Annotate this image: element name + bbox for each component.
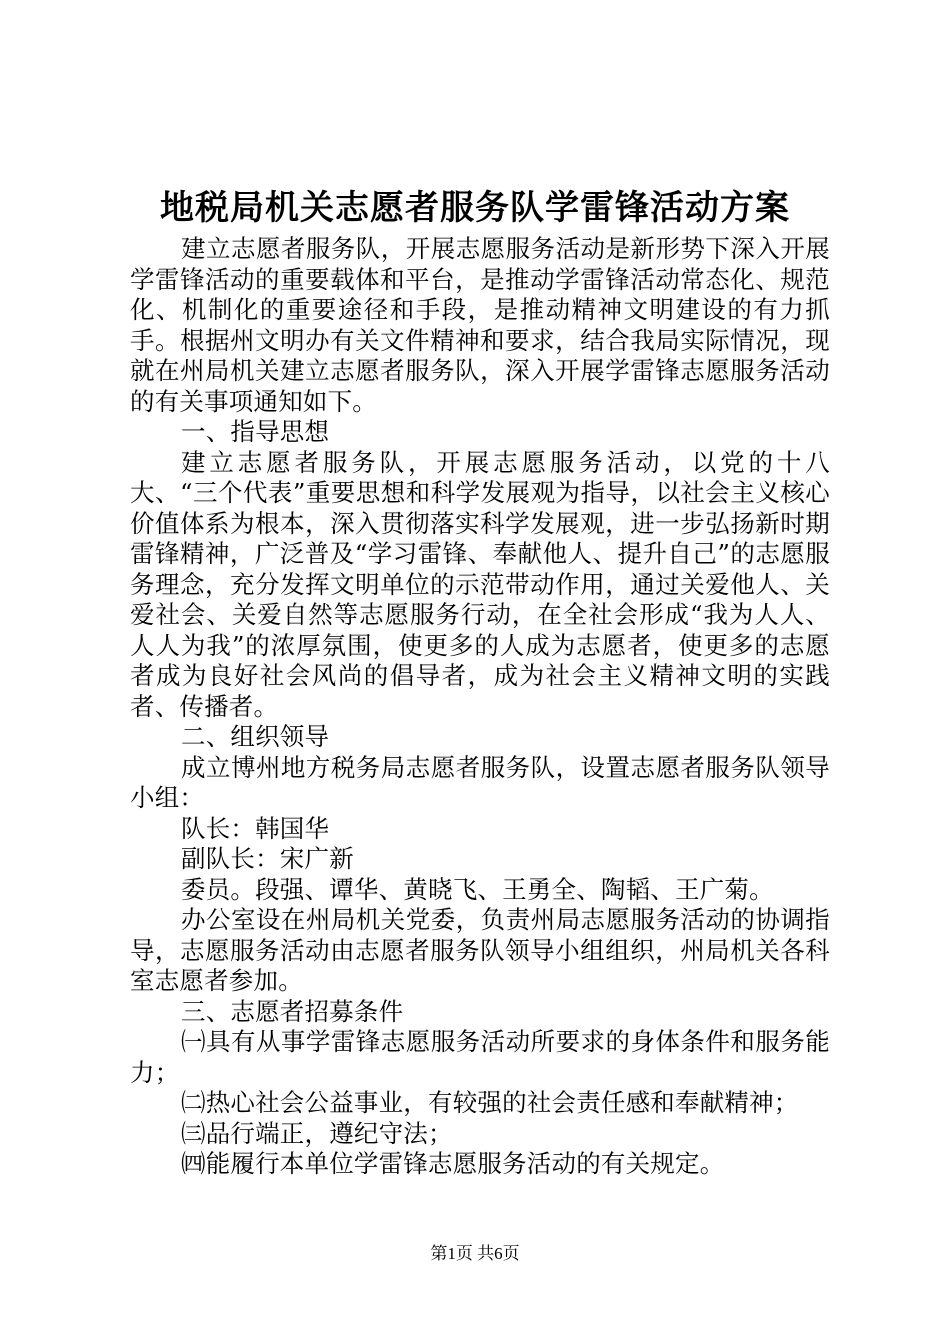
recruitment-item-1: ㈠具有从事学雷锋志愿服务活动所要求的身体条件和服务能力；: [130, 1027, 830, 1087]
page-number-footer: 第1页 共6页: [430, 1244, 520, 1263]
document-body: [130, 234, 830, 1180]
section-heading-recruitment: 三、志愿者招募条件: [181, 996, 404, 1026]
intro-paragraph: 建立志愿者服务队，开展志愿服务活动是新形势下深入开展学雷锋活动的重要载体和平台，是推动学雷锋活动常态化、规范化、机制化的重要途径和手段，是推动精神文明建设的有力抓手。根据州文明办有关文件精神和要求，结合我局实际情况，现就在州局机关建立志愿者服务队，深入开展学雷锋志愿服务活动的有关事项通知如下。: [130, 234, 830, 416]
guiding-ideology-paragraph: 建立志愿者服务队，开展志愿服务活动，以党的十八大、“三个代表”重要思想和科学发展观为指导，以社会主义核心价值体系为根本，深入贯彻落实科学发展观，进一步弘扬新时期雷锋精神，广泛普及“学习雷锋、奉献他人、提升自己”的志愿服务理念，充分发挥文明单位的示范带动作用，通过关爱他人、关爱社会、关爱自然等志愿服务行动，在全社会形成“我为人人、人人为我”的浓厚氛围，使更多的人成为志愿者，使更多的志愿者成为良好社会风尚的倡导者，成为社会主义精神文明的实践者、传播者。: [130, 447, 830, 721]
recruitment-item-2: ㈡热心社会公益事业，有较强的社会责任感和奉献精神；: [181, 1088, 799, 1117]
section-heading-guiding-ideology: 一、指导思想: [181, 417, 330, 446]
deputy-leader-line: 副队长：宋广新: [181, 844, 354, 873]
section-heading-organization: 二、组织领导: [181, 722, 330, 751]
recruitment-item-4: ㈣能履行本单位学雷锋志愿服务活动的有关规定。: [181, 1149, 725, 1178]
organization-paragraph: 成立博州地方税务局志愿者服务队，设置志愿者服务队领导小组：: [130, 752, 830, 812]
members-line: 委员。段强、谭华、黄晓飞、王勇全、陶韬、王广菊。: [181, 874, 774, 904]
office-paragraph: 办公室设在州局机关党委，负责州局志愿服务活动的协调指导，志愿服务活动由志愿者服务队领导小组组织，州局机关各科室志愿者参加。: [130, 905, 830, 995]
team-leader-line: 队长：韩国华: [181, 813, 330, 843]
document-title: 地税局机关志愿者服务队学雷锋活动方案: [160, 188, 790, 228]
recruitment-item-3: ㈢品行端正，遵纪守法；: [181, 1118, 453, 1148]
